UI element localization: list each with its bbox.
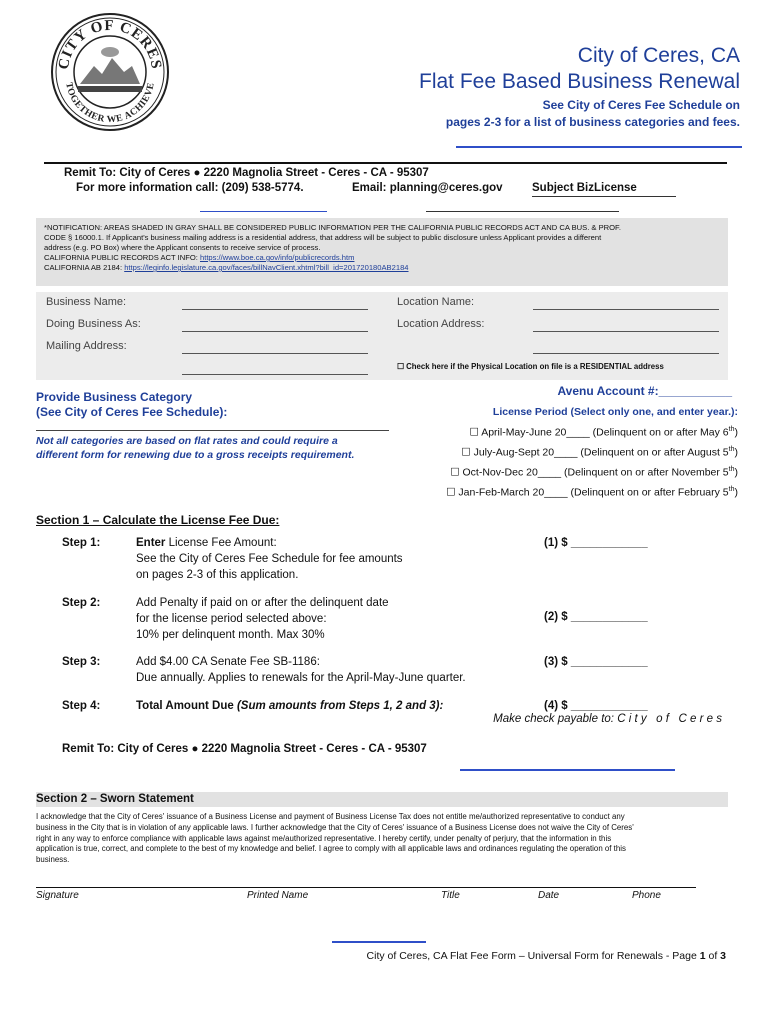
category-note-1: Not all categories are based on flat rates and could require a [36, 435, 338, 447]
notice-line-2: CODE § 16000.1. If Applicant's business mailing address is a residential address, that address will be subject to public disclosure unless Applicant provides a different [44, 233, 602, 242]
notice-line-4 [44, 253, 720, 263]
remit-line: Remit To: City of Ceres ● 2220 Magnolia Street - Ceres - CA - 95307 [64, 167, 429, 179]
mailing-address-label: Mailing Address: [46, 340, 127, 352]
payable-to: Make check payable to: C i t y o f C e r e s [493, 713, 722, 725]
printed-name-label: Printed Name [247, 890, 309, 901]
page-footer: City of Ceres, CA Flat Fee Form – Universal Form for Renewals - Page 1 of 3 [366, 950, 726, 962]
step3-label: Step 3: [62, 656, 101, 668]
step4-text: Total Amount Due (Sum amounts from Steps 1, 2 and 3): [136, 700, 444, 712]
step1-amount-field[interactable]: (1) $ ____________ [544, 537, 648, 549]
step4-label: Step 4: [62, 700, 101, 712]
avenu-account-field[interactable]: Avenu Account #:___________ [557, 384, 732, 398]
page-number: 1 [699, 950, 706, 962]
phone-blue-rule [200, 211, 327, 212]
step2-text: Add Penalty if paid on or after the delinquent date for the license period selected above: 10% per delinquent month. Max 30% [136, 597, 389, 641]
remit-bottom-blue-rule [460, 769, 675, 771]
public-records-notice [36, 218, 728, 286]
sworn-statement: I acknowledge that the City of Ceres' issuance of a Business License and payment of Business License Tax does not entitle me/authorized representative to conduct any business in the City that is in violation of any applicable laws. I further acknowledge that the City of Ceres' issuance of a Business License does not waive the City of Ceres' right in any way to enforce compliance with applicable laws against me/authorized representative. I hereby certify, under penalty of perjury, that the information in this application is true, correct, and complete to the best of my knowledge and belief. I agree to comply with all applicable laws and ordinances regulating the operation of this business. [36, 812, 634, 865]
records-act-label: CALIFORNIA PUBLIC RECORDS ACT INFO: [44, 253, 200, 262]
email-subject: Subject BizLicense [532, 182, 637, 194]
location-name-field[interactable] [533, 309, 719, 310]
period-option-jan[interactable]: ☐ Jan-Feb-March 20____ (Delinquent on or after February 5th) [446, 486, 738, 499]
records-act-link[interactable]: https://www.boe.ca.gov/info/publicrecords.htm [199, 253, 355, 262]
business-name-field[interactable] [182, 309, 368, 310]
location-address-field-2[interactable] [533, 353, 719, 354]
notice-line-1: *NOTIFICATION: AREAS SHADED IN GRAY SHALL BE CONSIDERED PUBLIC INFORMATION PER THE CALIFORNIA PUBLIC RECORDS ACT AND CA BUS. & PROF. [44, 223, 621, 232]
signature-label: Signature [36, 890, 79, 901]
phone-label: Phone [632, 890, 661, 901]
mailing-address-field-1[interactable] [182, 353, 368, 354]
location-address-field-1[interactable] [533, 331, 719, 332]
page-title: City of Ceres, CA [577, 44, 740, 67]
category-note-2: different form for renewing due to a gross receipts requirement. [36, 449, 355, 461]
period-option-apr[interactable]: ☐ April-May-June 20____ (Delinquent on or after May 6th) [469, 426, 738, 439]
business-name-label: Business Name: [46, 296, 127, 308]
step3-text: Add $4.00 CA Senate Fee SB-1186: Due annually. Applies to renewals for the April-May-June quarter. [136, 656, 466, 684]
notice-line-5 [44, 263, 720, 273]
email-subject-underline [532, 196, 676, 197]
section1-heading: Section 1 – Calculate the License Fee Due: [36, 513, 280, 527]
remit-bottom: Remit To: City of Ceres ● 2220 Magnolia Street - Ceres - CA - 95307 [62, 743, 427, 755]
step2-label: Step 2: [62, 597, 101, 609]
step3-amount-field[interactable]: (3) $ ____________ [544, 656, 648, 668]
mailing-address-field-2[interactable] [182, 374, 368, 375]
doing-business-as-field[interactable] [182, 331, 368, 332]
contact-email[interactable]: Email: planning@ceres.gov [352, 182, 503, 194]
seal-bottom-text: TOGETHER WE ACHIEVE [63, 81, 157, 126]
category-heading: Provide Business Category [36, 390, 193, 404]
footer-blue-rule [332, 941, 426, 943]
step2-amount-field[interactable]: (2) $ ____________ [544, 611, 648, 623]
fee-schedule-note-1: See City of Ceres Fee Schedule on [542, 98, 740, 112]
title-label: Title [441, 890, 460, 901]
license-period-heading: License Period (Select only one, and enter year.): [492, 406, 738, 418]
page-total: 3 [720, 950, 726, 962]
section2-heading: Section 2 – Sworn Statement [36, 793, 194, 805]
header-blue-rule [456, 146, 742, 148]
step1-text: Enter License Fee Amount: See the City of Ceres Fee Schedule for fee amounts on pages 2-3 of this application. [136, 537, 403, 581]
location-address-label: Location Address: [397, 318, 485, 330]
category-heading-2: (See City of Ceres Fee Schedule): [36, 405, 228, 419]
step4-amount-field[interactable]: (4) $ ____________ [544, 700, 648, 712]
page-subtitle: Flat Fee Based Business Renewal [419, 70, 740, 93]
period-option-oct[interactable]: ☐ Oct-Nov-Dec 20____ (Delinquent on or after November 5th) [450, 466, 738, 479]
step1-label: Step 1: [62, 537, 101, 549]
ab2184-label: CALIFORNIA AB 2184: [44, 263, 125, 272]
notice-line-3: address (e.g. PO Box) where the Applicant consents to receive service of process. [44, 243, 321, 252]
date-label: Date [538, 890, 560, 901]
ab2184-link[interactable]: https://leginfo.legislature.ca.gov/faces/billNavClient.xhtml?bill_id=201720180AB2184 [124, 263, 409, 272]
signature-line[interactable] [36, 887, 696, 888]
residential-checkbox[interactable]: ☐ Check here if the Physical Location on file is a RESIDENTIAL address [397, 362, 664, 371]
location-name-label: Location Name: [397, 296, 475, 308]
period-option-jul[interactable]: ☐ July-Aug-Sept 20____ (Delinquent on or after August 5th) [461, 446, 738, 459]
email-rule [426, 211, 619, 212]
category-field[interactable] [36, 430, 389, 431]
seal-top-text: CITY OF CERES [55, 17, 165, 71]
contact-phone: For more information call: (209) 538-5774. [76, 182, 304, 194]
doing-business-as-label: Doing Business As: [46, 318, 141, 330]
city-seal [50, 12, 170, 132]
fee-schedule-note-2: pages 2-3 for a list of business categories and fees. [445, 115, 740, 129]
header-black-rule [44, 162, 727, 164]
